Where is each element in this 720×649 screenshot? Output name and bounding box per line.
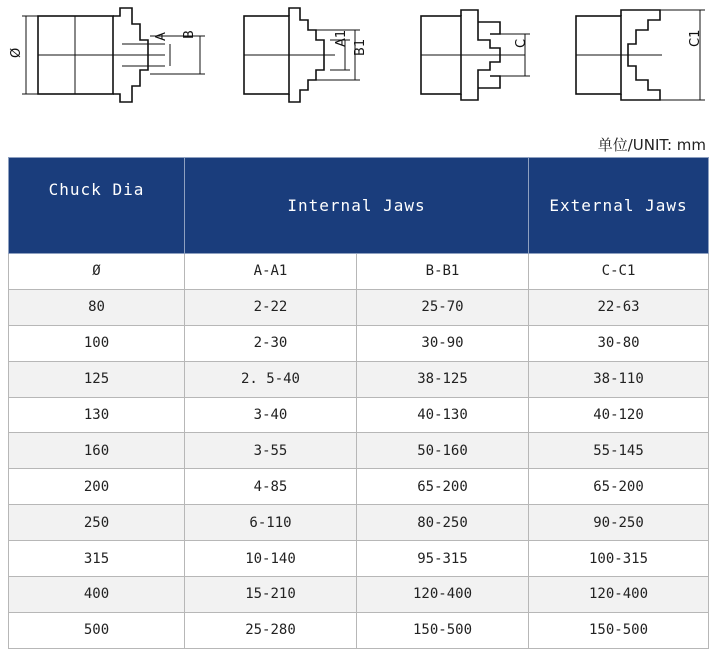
table-cell: 130 <box>9 397 185 433</box>
table-row <box>9 289 709 325</box>
label-phi: Ø <box>9 47 24 58</box>
table-cell: 50-160 <box>357 433 529 469</box>
subheader-cell: B-B1 <box>357 254 529 290</box>
table-cell: 6-110 <box>185 505 357 541</box>
table-cell: 400 <box>9 577 185 613</box>
diagram-external-2 <box>576 10 705 100</box>
table-cell: 125 <box>9 361 185 397</box>
table-row <box>9 361 709 397</box>
table-subheader-row <box>9 254 709 290</box>
table-cell: 65-200 <box>357 469 529 505</box>
table-cell: 150-500 <box>529 612 709 648</box>
diagram-internal-2 <box>244 8 360 102</box>
table-cell: 25-70 <box>357 289 529 325</box>
table-cell: 55-145 <box>529 433 709 469</box>
table-cell: 2-22 <box>185 289 357 325</box>
table-cell: 25-280 <box>185 612 357 648</box>
table-row <box>9 433 709 469</box>
table-row <box>9 325 709 361</box>
table-cell: 38-125 <box>357 361 529 397</box>
subheader-cell: A-A1 <box>185 254 357 290</box>
table-cell: 500 <box>9 612 185 648</box>
table-cell: 100 <box>9 325 185 361</box>
table-cell: 3-40 <box>185 397 357 433</box>
table-cell: 150-500 <box>357 612 529 648</box>
table-cell: 95-315 <box>357 541 529 577</box>
table-cell: 120-400 <box>529 577 709 613</box>
label-c1: C1 <box>688 29 703 47</box>
diagram-internal-1 <box>22 8 205 102</box>
table-cell: 10-140 <box>185 541 357 577</box>
diagram-external-1 <box>421 10 530 100</box>
table-cell: 80-250 <box>357 505 529 541</box>
table-row <box>9 397 709 433</box>
chuck-diagrams <box>0 0 720 130</box>
table-cell: 120-400 <box>357 577 529 613</box>
table-row <box>9 469 709 505</box>
unit-label: 单位/UNIT: mm <box>597 136 706 154</box>
table-row <box>9 541 709 577</box>
table-cell: 65-200 <box>529 469 709 505</box>
table-header-row <box>9 158 709 254</box>
table-cell: 40-130 <box>357 397 529 433</box>
table-row <box>9 577 709 613</box>
table-cell: 2-30 <box>185 325 357 361</box>
table-cell: 22-63 <box>529 289 709 325</box>
header-chuck-dia: Chuck Dia <box>9 158 185 254</box>
table-cell: 160 <box>9 433 185 469</box>
label-a1: A1 <box>334 29 349 47</box>
label-c: C <box>514 38 529 48</box>
table-cell: 30-90 <box>357 325 529 361</box>
table-cell: 250 <box>9 505 185 541</box>
subheader-cell: C-C1 <box>529 254 709 290</box>
table-cell: 15-210 <box>185 577 357 613</box>
table-cell: 200 <box>9 469 185 505</box>
label-b: B <box>182 30 197 39</box>
table-cell: 4-85 <box>185 469 357 505</box>
table-row <box>9 612 709 648</box>
table-cell: 100-315 <box>529 541 709 577</box>
table-cell: 3-55 <box>185 433 357 469</box>
table-cell: 38-110 <box>529 361 709 397</box>
header-internal-jaws: Internal Jaws <box>185 158 529 254</box>
table-cell: 40-120 <box>529 397 709 433</box>
jaw-spec-table <box>8 157 709 649</box>
table-row <box>9 505 709 541</box>
label-b1: B1 <box>353 38 368 56</box>
subheader-cell: Ø <box>9 254 185 290</box>
table-cell: 80 <box>9 289 185 325</box>
table-cell: 30-80 <box>529 325 709 361</box>
header-external-jaws: External Jaws <box>529 158 709 254</box>
label-a: A <box>154 32 169 41</box>
table-cell: 315 <box>9 541 185 577</box>
table-cell: 2. 5-40 <box>185 361 357 397</box>
table-cell: 90-250 <box>529 505 709 541</box>
